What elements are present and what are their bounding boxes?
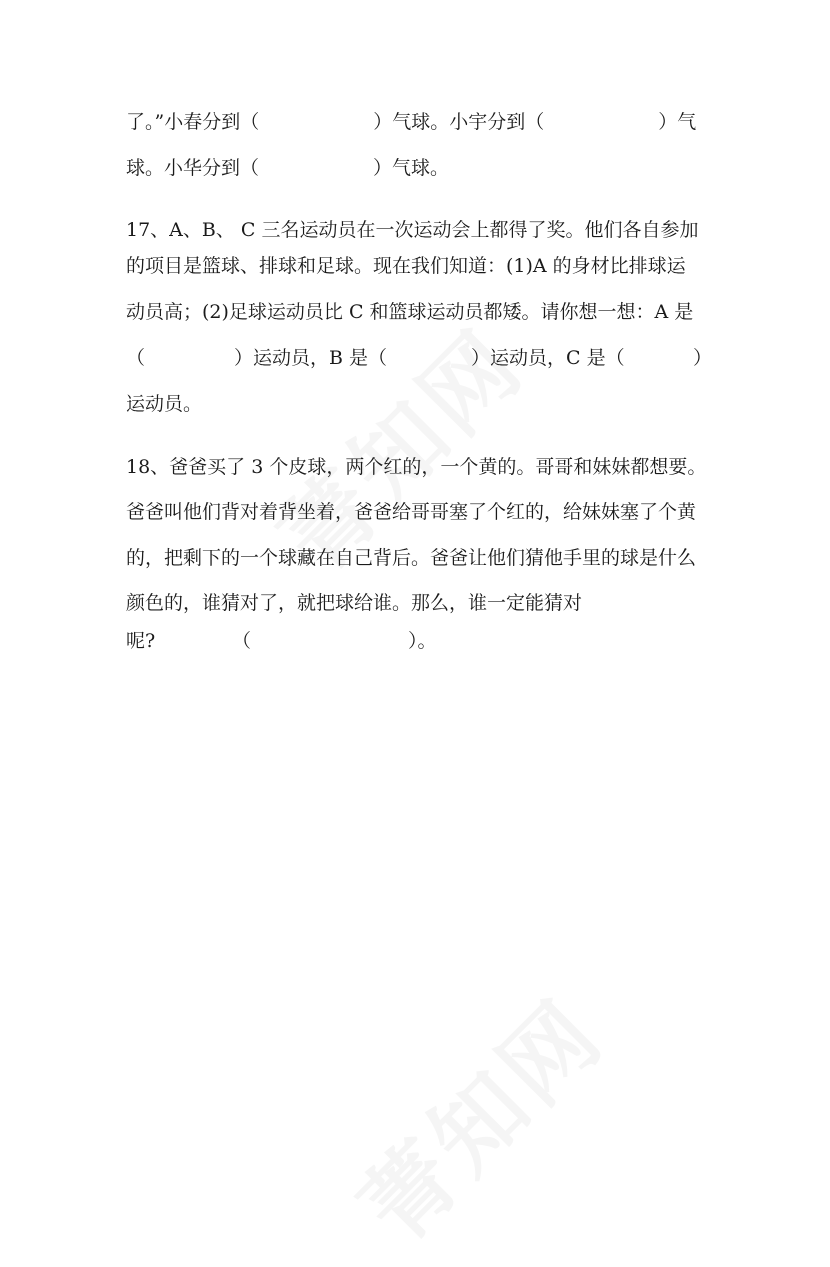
watermark bbox=[326, 965, 627, 1266]
q18-blank-open: （ bbox=[232, 630, 252, 652]
q18-line-1: 18、爸爸买了 3 个皮球，两个红的，一个黄的。哥哥和妹妹都想要。 bbox=[126, 456, 707, 478]
q16-line-2: 球。小华分到（ ）气球。 bbox=[126, 157, 450, 179]
q18-line-5-a: 呢? bbox=[126, 630, 156, 652]
q18-line-2: 爸爸叫他们背对着背坐着，爸爸给哥哥塞了个红的，给妹妹塞了个黄 bbox=[126, 501, 697, 523]
q17-line-3: 动员高；(2)足球运动员比 C 和篮球运动员都矮。请你想一想：A 是 bbox=[126, 301, 694, 323]
q17-blank-c-close: ） bbox=[693, 347, 713, 369]
q18-blank-close: ）。 bbox=[408, 630, 437, 652]
q17-line-2: 的项目是篮球、排球和足球。现在我们知道：(1)A 的身材比排球运 bbox=[126, 255, 686, 277]
q17-line-4-b: ）运动员，B 是（ bbox=[234, 347, 388, 369]
q18-line-4: 颜色的，谁猜对了，就把球给谁。那么，谁一定能猜对 bbox=[126, 592, 583, 614]
q17-line-1: 17、A、B、 C 三名运动员在一次运动会上都得了奖。他们各自参加 bbox=[126, 219, 699, 241]
q18-line-3: 的，把剩下的一个球藏在自己背后。爸爸让他们猜他手里的球是什么 bbox=[126, 547, 697, 569]
q16-line-1: 了。”小春分到（ ）气球。小宇分到（ ）气 bbox=[126, 111, 697, 133]
q17-blank-a-open: （ bbox=[126, 347, 146, 369]
q17-line-4-c: ）运动员，C 是（ bbox=[471, 347, 625, 369]
q17-line-5: 运动员。 bbox=[126, 393, 203, 415]
